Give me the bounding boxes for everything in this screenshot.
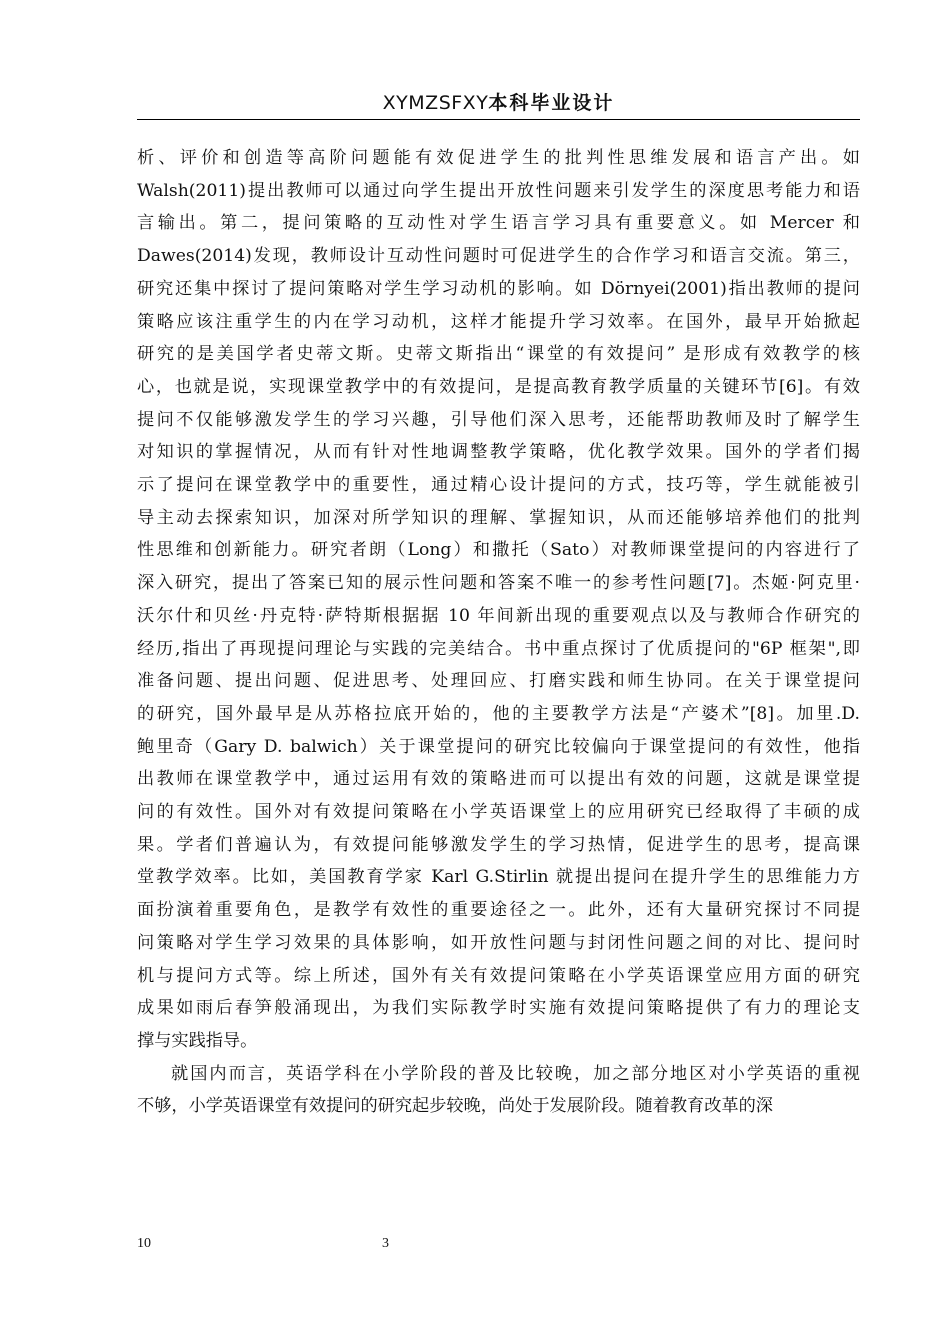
text-line: 策略应该注重学生的内在学习动机，这样才能提升学习效率。在国外，最早开始掀起	[137, 311, 860, 332]
text-line: 问的有效性。国外对有效提问策略在小学英语课堂上的应用研究已经取得了丰硕的成	[137, 802, 860, 823]
header-chinese: 本科毕业设计	[488, 92, 615, 114]
text-line: 撑与实践指导。	[137, 1030, 258, 1051]
text-line: Dawes(2014)发现，教师设计互动性问题时可促进学生的合作学习和语言交流。第三，	[137, 246, 860, 267]
text-line: 沃尔什和贝丝·丹克特·萨特斯根据据 10 年间新出现的重要观点以及与教师合作研究的	[137, 605, 860, 626]
text-line: 示了提问在课堂教学中的重要性，通过精心设计提问的方式，技巧等，学生就能被引	[137, 475, 860, 496]
text-line: 析、评价和创造等高阶问题能有效促进学生的批判性思维发展和语言产出。如	[137, 148, 860, 168]
footer-left-number: 10	[137, 1236, 151, 1251]
text-line: 的研究，国外最早是从苏格拉底开始的，他的主要教学方法是“产婆术”[8]。加里.D.	[137, 703, 860, 724]
text-line: 经历,指出了再现提问理论与实践的完美结合。书中重点探讨了优质提问的"6P 框架",即	[137, 638, 860, 659]
text-line: 堂教学效率。比如，美国教育学家 Karl G.Stirlin 就提出提问在提升学生的思维能力方	[137, 867, 860, 888]
text-line: 问策略对学生学习效果的具体影响，如开放性问题与封闭性问题之间的对比、提问时	[137, 932, 860, 953]
text-line: 性思维和创新能力。研究者朗（Long）和撒托（Sato）对教师课堂提问的内容进行了	[137, 540, 860, 561]
text-line: 研究还集中探讨了提问策略对学生学习动机的影响。如 Dörnyei(2001)指出教师的提问	[137, 278, 860, 299]
text-line: 不够，小学英语课堂有效提问的研究起步较晚，尚处于发展阶段。随着教育改革的深	[137, 1096, 773, 1117]
header-latin: XYMZSFXY	[382, 92, 489, 114]
text-line: 成果如雨后春笋般涌现出，为我们实际教学时实施有效提问策略提供了有力的理论支	[137, 998, 860, 1019]
text-line: 对知识的掌握情况，从而有针对性地调整教学策略，优化教学效果。国外的学者们揭	[137, 442, 860, 463]
paragraph	[137, 142, 860, 1058]
text-line: Walsh(2011)提出教师可以通过向学生提出开放性问题来引发学生的深度思考能力和语	[137, 180, 860, 201]
body-text	[137, 142, 860, 1123]
text-line: 深入研究，提出了答案已知的展示性问题和答案不唯一的参考性问题[7]。杰姬·阿克里·	[137, 573, 860, 594]
text-line: 心，也就是说，实现课堂教学中的有效提问，是提高教育教学质量的关键环节[6]。有效	[137, 376, 860, 397]
header-rule	[137, 119, 860, 120]
text-line: 就国内而言，英语学科在小学阶段的普及比较晚，加之部分地区对小学英语的重视	[171, 1063, 860, 1084]
paragraph	[137, 1058, 860, 1123]
text-line: 出教师在课堂教学中，通过运用有效的策略进而可以提出有效的问题，这就是课堂提	[137, 769, 860, 790]
text-line: 鲍里奇（Gary D. balwich）关于课堂提问的研究比较偏向于课堂提问的有效性，他指	[137, 736, 860, 757]
text-line: 言输出。第二，提问策略的互动性对学生语言学习具有重要意义。如 Mercer 和	[137, 213, 860, 234]
page-number: 3	[382, 1236, 389, 1251]
page-header	[137, 88, 860, 118]
text-line: 果。学者们普遍认为，有效提问能够激发学生的学习热情，促进学生的思考，提高课	[137, 834, 860, 855]
text-line: 提问不仅能够激发学生的学习兴趣，引导他们深入思考，还能帮助教师及时了解学生	[137, 409, 860, 430]
text-line: 面扮演着重要角色，是教学有效性的重要途径之一。此外，还有大量研究探讨不同提	[137, 900, 860, 921]
text-line: 研究的是美国学者史蒂文斯。史蒂文斯指出“课堂的有效提问” 是形成有效教学的核	[137, 344, 860, 365]
text-line: 机与提问方式等。综上所述，国外有关有效提问策略在小学英语课堂应用方面的研究	[137, 965, 860, 986]
text-line: 准备问题、提出问题、促进思考、处理回应、打磨实践和师生协同。在关于课堂提问	[137, 671, 860, 692]
text-line: 导主动去探索知识，加深对所学知识的理解、掌握知识，从而还能够培养他们的批判	[137, 507, 860, 528]
